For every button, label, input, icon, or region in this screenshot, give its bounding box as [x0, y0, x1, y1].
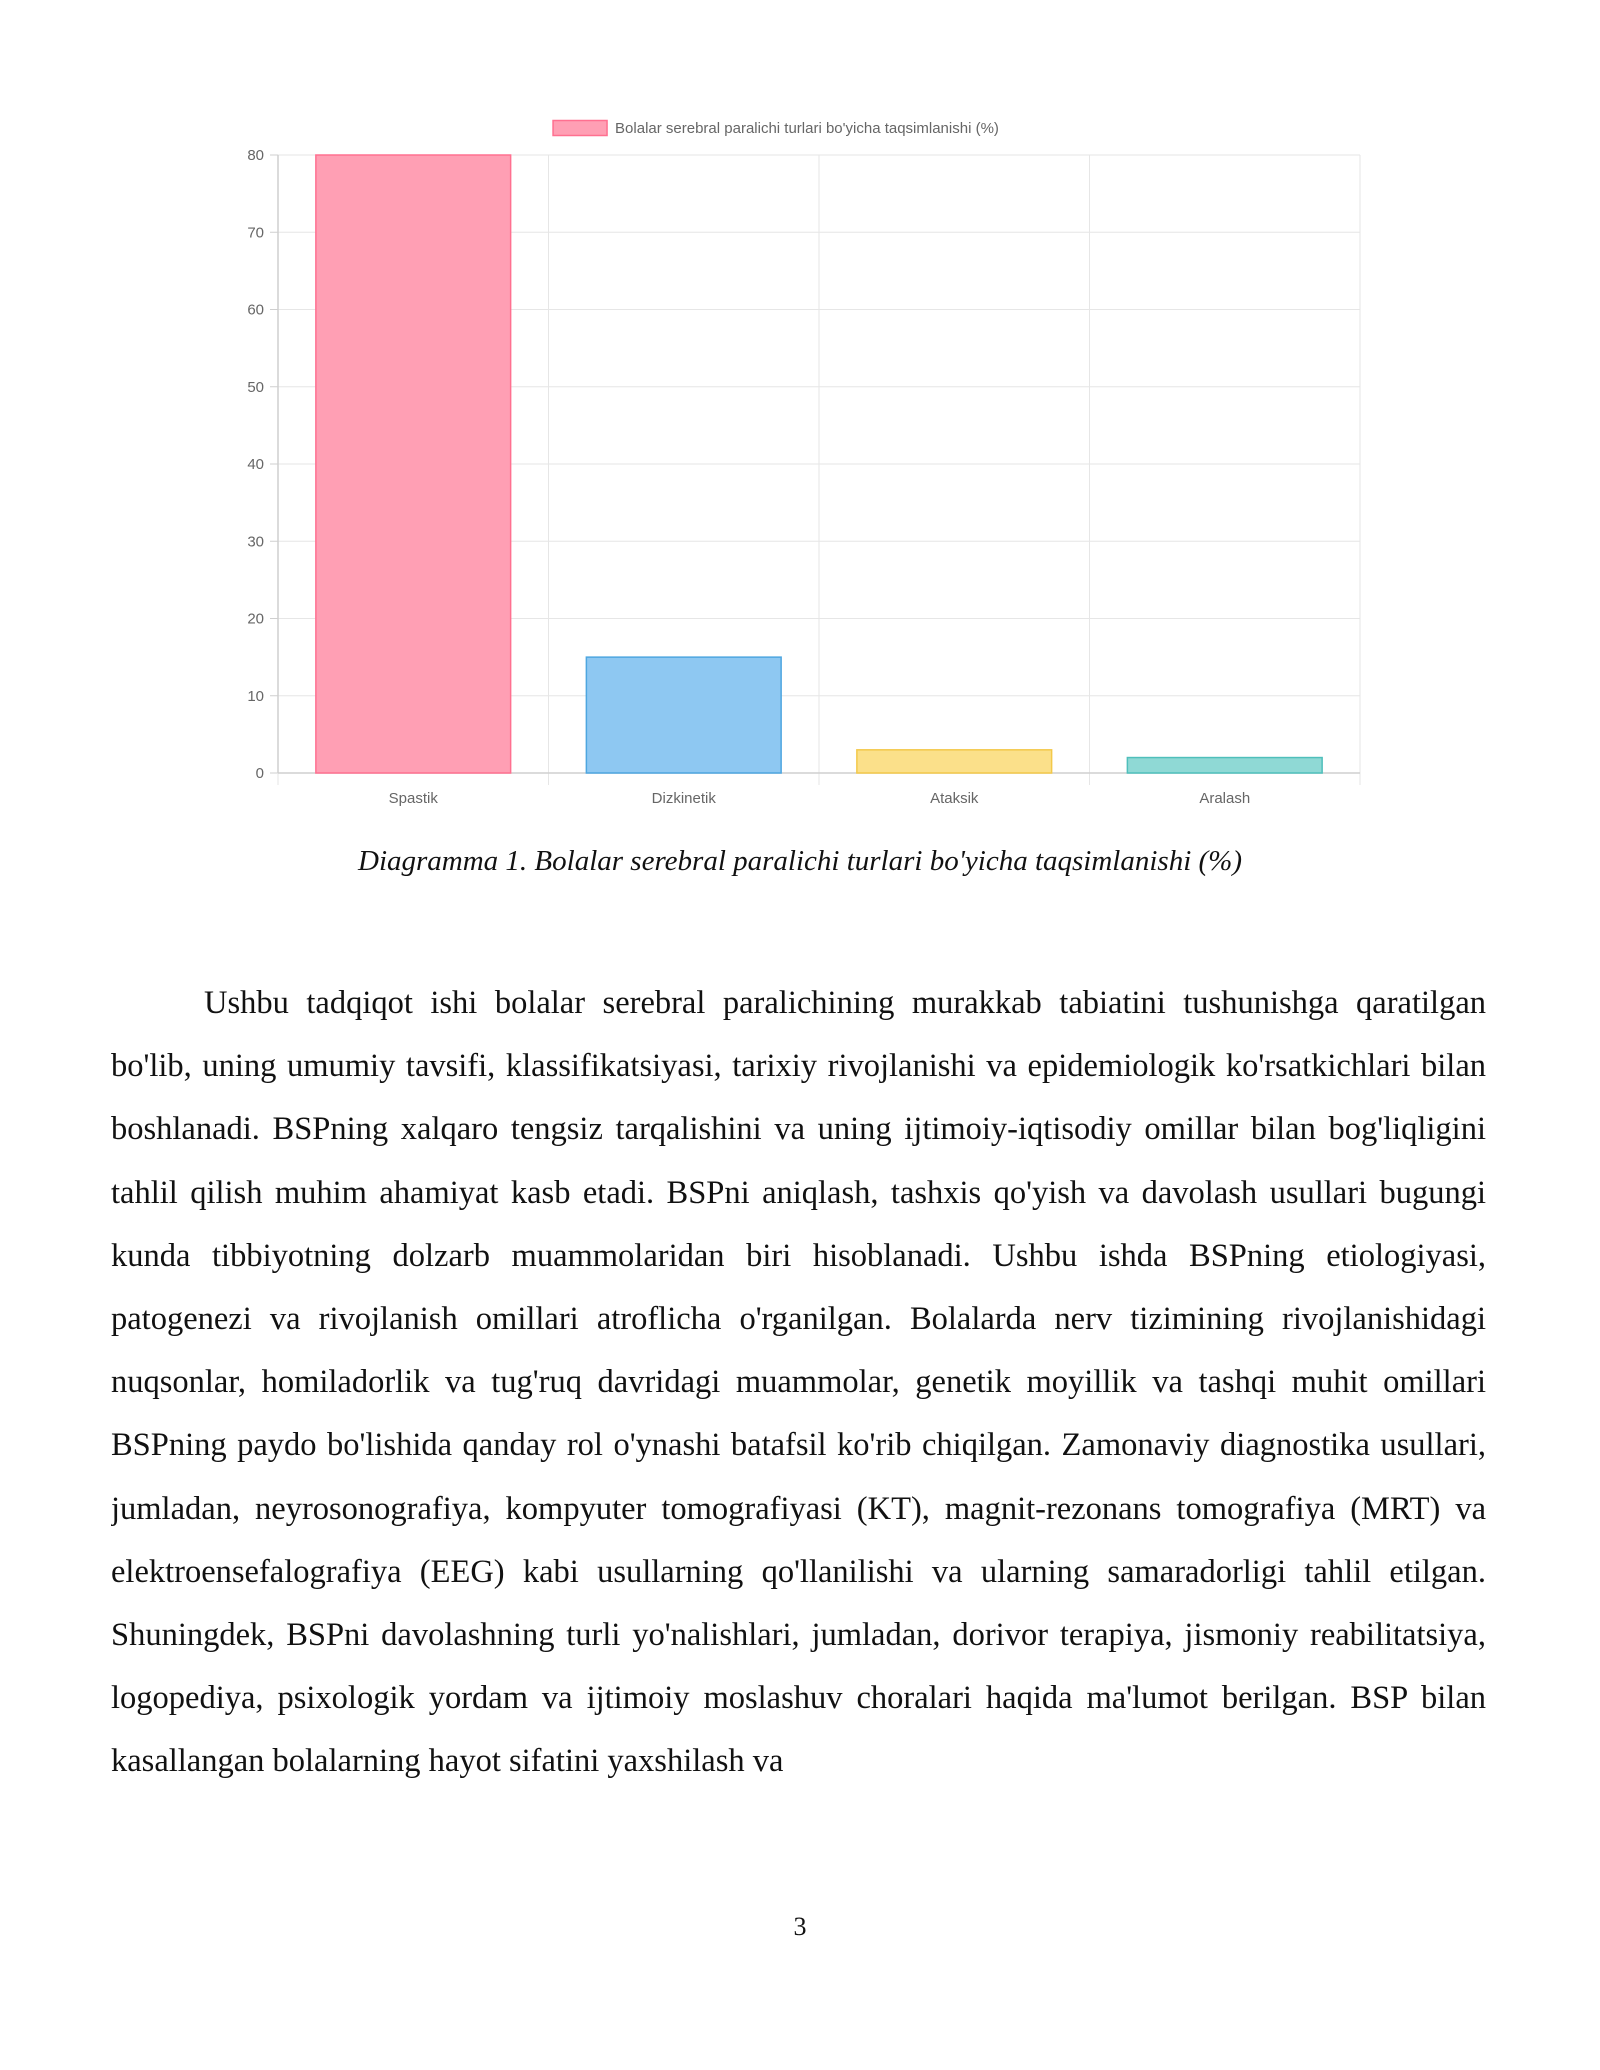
x-tick-label: Aralash: [1199, 790, 1251, 807]
page-number: 3: [793, 1912, 807, 1941]
bar-dizkinetik: [586, 657, 781, 773]
y-tick-label: 60: [247, 301, 264, 319]
legend-label: Bolalar serebral paralichi turlari bo'yicha taqsimlanishi (%): [615, 120, 999, 137]
chart-svg: [200, 110, 1390, 830]
x-tick-label: Spastik: [388, 790, 438, 807]
y-tick-label: 80: [247, 147, 264, 164]
y-tick-label: 70: [247, 224, 264, 242]
body-paragraph: Ushbu tadqiqot ishi bolalar serebral paralichining murakkab tabiatini tushunishga qaratilgan bo'lib, uning umumiy tavsifi, klassifikatsiyasi, tarixiy rivojlanishi va epidemiologik ko'rsatkichlari bilan boshlanadi. BSPning xalqaro tengsiz tarqalishini va uning ijtimoiy-iqtisodiy omillar bilan bog'liqligini tahlil qilish muhim ahamiyat kasb etadi. BSPni aniqlash, tashxis qo'yish va davolash usullari bugungi kunda tibbiyotning dolzarb muammolaridan biri hisoblanadi. Ushbu ishda BSPning etiologiyasi, patogenezi va rivojlanish omillari atroflicha o'rganilgan. Bolalarda nerv tizimining rivojlanishidagi nuqsonlar, homiladorlik va tug'ruq davridagi muammolar, genetik moyillik va tashqi muhit omillari BSPning paydo bo'lishida qanday rol o'ynashi batafsil ko'rib chiqilgan. Zamonaviy diagnostika usullari, jumladan, neyrosonografiya, kompyuter tomografiyasi (KT), magnit-rezonans tomografiya (MRT) va elektroensefalografiya (EEG) kabi usullarning qo'llanilishi va ularning samaradorligi tahlil etilgan. Shuningdek, BSPni davolashning turli yo'nalishlari, jumladan, dorivor terapiya, jismoniy reabilitatsiya, logopediya, psixologik yordam va ijtimoiy moslashuv choralari haqida ma'lumot berilgan. BSP bilan kasallangan bolalarning hayot sifatini yaxshilash va: [111, 985, 1486, 1780]
y-tick-label: 10: [247, 687, 264, 705]
y-tick-label: 0: [255, 765, 264, 782]
y-tick-label: 50: [247, 378, 264, 396]
y-tick-label: 40: [247, 456, 264, 473]
x-tick-label: Ataksik: [930, 790, 979, 807]
bar-chart: [200, 110, 1390, 830]
bar-ataksik: [857, 750, 1052, 773]
bar-aralash: [1127, 758, 1322, 773]
figure-caption: Diagramma 1. Bolalar serebral paralichi turlari bo'yicha taqsimlanishi (%): [358, 845, 1242, 877]
y-tick-label: 20: [247, 610, 264, 628]
bar-spastik: [316, 155, 511, 773]
legend-swatch: [553, 121, 607, 136]
x-tick-label: Dizkinetik: [651, 790, 716, 807]
y-tick-label: 30: [247, 533, 264, 551]
